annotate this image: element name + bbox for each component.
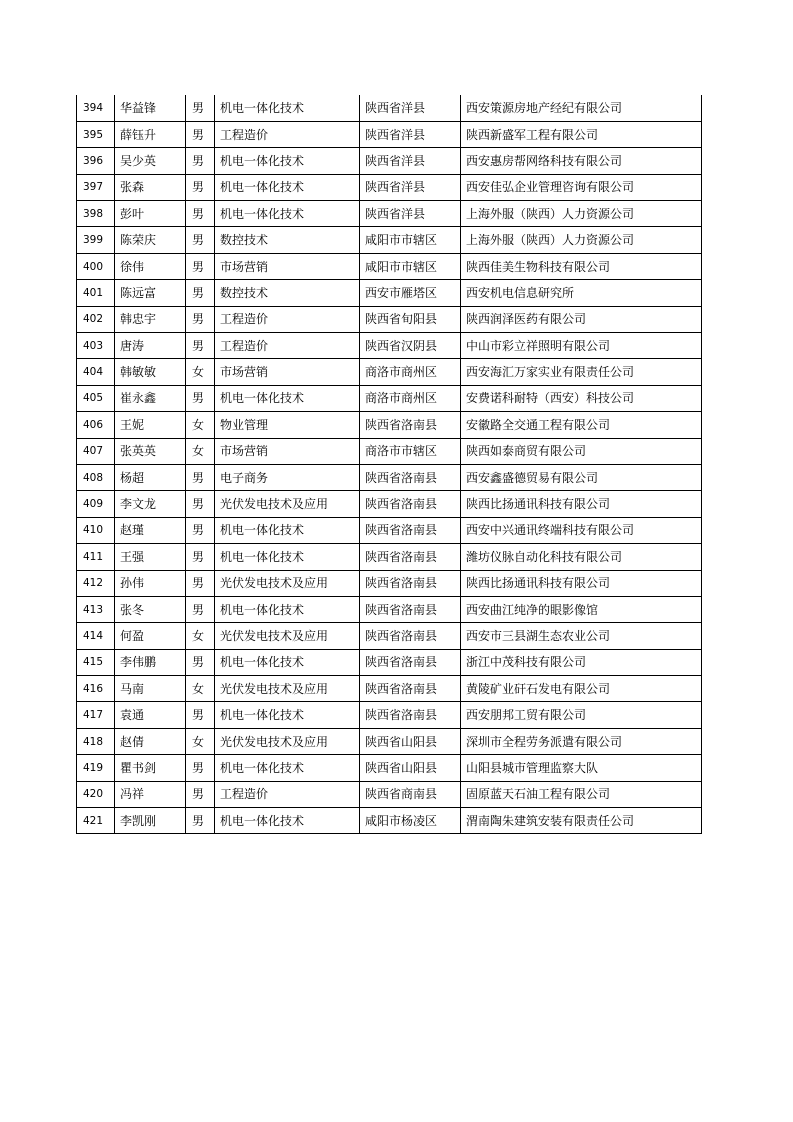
student-major: 市场营销 — [215, 359, 360, 385]
table-row — [77, 623, 702, 649]
student-name: 张森 — [115, 174, 186, 200]
student-name: 华益锋 — [115, 95, 186, 121]
student-origin: 陕西省洛南县 — [360, 596, 461, 622]
table-row — [77, 464, 702, 490]
student-employer: 西安中兴通讯终端科技有限公司 — [461, 517, 702, 543]
student-major: 工程造价 — [215, 333, 360, 359]
student-name: 孙伟 — [115, 570, 186, 596]
student-major: 机电一体化技术 — [215, 702, 360, 728]
student-employer: 固原蓝天石油工程有限公司 — [461, 781, 702, 807]
student-sex: 女 — [186, 438, 215, 464]
student-major: 机电一体化技术 — [215, 755, 360, 781]
student-origin: 陕西省洛南县 — [360, 702, 461, 728]
student-employer: 西安策源房地产经纪有限公司 — [461, 95, 702, 121]
student-sex: 男 — [186, 201, 215, 227]
student-employer: 上海外服（陕西）人力资源公司 — [461, 227, 702, 253]
student-name: 马南 — [115, 676, 186, 702]
student-origin: 陕西省商南县 — [360, 781, 461, 807]
student-origin: 陕西省山阳县 — [360, 755, 461, 781]
student-sex: 男 — [186, 121, 215, 147]
student-employer: 中山市彩立祥照明有限公司 — [461, 333, 702, 359]
student-origin: 陕西省洋县 — [360, 121, 461, 147]
student-employer: 陕西如泰商贸有限公司 — [461, 438, 702, 464]
table-row — [77, 808, 702, 834]
student-name: 袁通 — [115, 702, 186, 728]
student-major: 工程造价 — [215, 781, 360, 807]
student-name: 薛钰升 — [115, 121, 186, 147]
student-employer: 陕西比扬通讯科技有限公司 — [461, 570, 702, 596]
row-number: 419 — [77, 755, 115, 781]
student-name: 赵瑾 — [115, 517, 186, 543]
row-number: 396 — [77, 148, 115, 174]
student-origin: 陕西省洋县 — [360, 174, 461, 200]
student-sex: 男 — [186, 333, 215, 359]
student-employer: 西安海汇万家实业有限责任公司 — [461, 359, 702, 385]
row-number: 421 — [77, 808, 115, 834]
student-major: 机电一体化技术 — [215, 174, 360, 200]
table-row — [77, 676, 702, 702]
student-major: 机电一体化技术 — [215, 201, 360, 227]
student-major: 光伏发电技术及应用 — [215, 623, 360, 649]
table-row — [77, 728, 702, 754]
student-employer: 西安曲江纯净的眼影像馆 — [461, 596, 702, 622]
table-row — [77, 253, 702, 279]
student-sex: 男 — [186, 544, 215, 570]
student-origin: 商洛市商州区 — [360, 385, 461, 411]
student-origin: 陕西省洛南县 — [360, 517, 461, 543]
student-employer: 渭南陶朱建筑安装有限责任公司 — [461, 808, 702, 834]
student-name: 张冬 — [115, 596, 186, 622]
row-number: 398 — [77, 201, 115, 227]
student-employer: 深圳市全程劳务派遣有限公司 — [461, 728, 702, 754]
row-number: 409 — [77, 491, 115, 517]
table-row — [77, 781, 702, 807]
student-sex: 男 — [186, 253, 215, 279]
row-number: 400 — [77, 253, 115, 279]
student-origin: 西安市雁塔区 — [360, 280, 461, 306]
student-employer: 安费诺科耐特（西安）科技公司 — [461, 385, 702, 411]
student-major: 市场营销 — [215, 438, 360, 464]
student-employer: 西安鑫盛德贸易有限公司 — [461, 464, 702, 490]
student-major: 光伏发电技术及应用 — [215, 728, 360, 754]
table-row — [77, 148, 702, 174]
row-number: 405 — [77, 385, 115, 411]
table-row — [77, 755, 702, 781]
student-origin: 陕西省洋县 — [360, 148, 461, 174]
table-row — [77, 702, 702, 728]
student-origin: 陕西省汉阴县 — [360, 333, 461, 359]
student-origin: 咸阳市市辖区 — [360, 253, 461, 279]
student-major: 工程造价 — [215, 121, 360, 147]
student-name: 李凯刚 — [115, 808, 186, 834]
student-sex: 男 — [186, 174, 215, 200]
student-major: 数控技术 — [215, 280, 360, 306]
student-major: 工程造价 — [215, 306, 360, 332]
table-row — [77, 174, 702, 200]
student-employer: 西安佳弘企业管理咨询有限公司 — [461, 174, 702, 200]
row-number: 415 — [77, 649, 115, 675]
student-origin: 陕西省洛南县 — [360, 412, 461, 438]
graduate-roster-table — [76, 95, 702, 834]
row-number: 414 — [77, 623, 115, 649]
student-employer: 黄陵矿业矸石发电有限公司 — [461, 676, 702, 702]
student-origin: 商洛市商州区 — [360, 359, 461, 385]
student-major: 机电一体化技术 — [215, 596, 360, 622]
row-number: 404 — [77, 359, 115, 385]
student-sex: 男 — [186, 306, 215, 332]
student-origin: 陕西省洛南县 — [360, 464, 461, 490]
row-number: 418 — [77, 728, 115, 754]
student-sex: 男 — [186, 517, 215, 543]
row-number: 401 — [77, 280, 115, 306]
student-major: 光伏发电技术及应用 — [215, 491, 360, 517]
table-row — [77, 227, 702, 253]
row-number: 407 — [77, 438, 115, 464]
student-name: 赵倩 — [115, 728, 186, 754]
student-origin: 陕西省山阳县 — [360, 728, 461, 754]
student-major: 机电一体化技术 — [215, 148, 360, 174]
student-origin: 陕西省洛南县 — [360, 544, 461, 570]
student-name: 徐伟 — [115, 253, 186, 279]
student-sex: 男 — [186, 464, 215, 490]
row-number: 412 — [77, 570, 115, 596]
table-row — [77, 121, 702, 147]
table-row — [77, 95, 702, 121]
table-row — [77, 201, 702, 227]
student-name: 韩敏敏 — [115, 359, 186, 385]
student-sex: 男 — [186, 596, 215, 622]
row-number: 394 — [77, 95, 115, 121]
student-name: 王强 — [115, 544, 186, 570]
student-name: 张英英 — [115, 438, 186, 464]
student-sex: 男 — [186, 808, 215, 834]
student-sex: 男 — [186, 649, 215, 675]
student-major: 机电一体化技术 — [215, 385, 360, 411]
student-employer: 西安市三县湖生态农业公司 — [461, 623, 702, 649]
row-number: 406 — [77, 412, 115, 438]
student-name: 杨超 — [115, 464, 186, 490]
table-row — [77, 544, 702, 570]
student-sex: 女 — [186, 728, 215, 754]
student-employer: 陕西佳美生物科技有限公司 — [461, 253, 702, 279]
student-name: 韩忠宇 — [115, 306, 186, 332]
student-sex: 男 — [186, 280, 215, 306]
table-row — [77, 570, 702, 596]
table-row — [77, 359, 702, 385]
row-number: 411 — [77, 544, 115, 570]
student-origin: 陕西省洋县 — [360, 95, 461, 121]
student-employer: 浙江中茂科技有限公司 — [461, 649, 702, 675]
row-number: 420 — [77, 781, 115, 807]
student-sex: 女 — [186, 623, 215, 649]
student-origin: 陕西省洋县 — [360, 201, 461, 227]
row-number: 408 — [77, 464, 115, 490]
student-origin: 陕西省洛南县 — [360, 623, 461, 649]
student-major: 数控技术 — [215, 227, 360, 253]
student-name: 崔永鑫 — [115, 385, 186, 411]
student-name: 冯祥 — [115, 781, 186, 807]
student-employer: 陕西新盛军工程有限公司 — [461, 121, 702, 147]
student-origin: 陕西省洛南县 — [360, 570, 461, 596]
student-major: 光伏发电技术及应用 — [215, 676, 360, 702]
student-name: 唐涛 — [115, 333, 186, 359]
row-number: 417 — [77, 702, 115, 728]
student-employer: 陕西比扬通讯科技有限公司 — [461, 491, 702, 517]
table-row — [77, 385, 702, 411]
table-row — [77, 412, 702, 438]
student-sex: 女 — [186, 359, 215, 385]
row-number: 416 — [77, 676, 115, 702]
table-row — [77, 649, 702, 675]
row-number: 397 — [77, 174, 115, 200]
student-employer: 山阳县城市管理监察大队 — [461, 755, 702, 781]
student-sex: 男 — [186, 148, 215, 174]
student-employer: 西安机电信息研究所 — [461, 280, 702, 306]
student-name: 彭叶 — [115, 201, 186, 227]
row-number: 395 — [77, 121, 115, 147]
student-major: 电子商务 — [215, 464, 360, 490]
student-sex: 男 — [186, 227, 215, 253]
row-number: 402 — [77, 306, 115, 332]
student-origin: 商洛市市辖区 — [360, 438, 461, 464]
student-origin: 陕西省洛南县 — [360, 676, 461, 702]
student-sex: 男 — [186, 755, 215, 781]
student-employer: 潍坊仪脉自动化科技有限公司 — [461, 544, 702, 570]
student-sex: 女 — [186, 412, 215, 438]
student-origin: 咸阳市市辖区 — [360, 227, 461, 253]
table-row — [77, 491, 702, 517]
table-row — [77, 333, 702, 359]
student-name: 李伟鹏 — [115, 649, 186, 675]
table-row — [77, 517, 702, 543]
table-row — [77, 596, 702, 622]
student-origin: 陕西省旬阳县 — [360, 306, 461, 332]
student-employer: 安徽路全交通工程有限公司 — [461, 412, 702, 438]
student-origin: 陕西省洛南县 — [360, 491, 461, 517]
student-major: 机电一体化技术 — [215, 95, 360, 121]
table-row — [77, 280, 702, 306]
student-major: 物业管理 — [215, 412, 360, 438]
student-sex: 男 — [186, 385, 215, 411]
student-name: 何盈 — [115, 623, 186, 649]
student-name: 王妮 — [115, 412, 186, 438]
student-origin: 咸阳市杨凌区 — [360, 808, 461, 834]
student-employer: 上海外服（陕西）人力资源公司 — [461, 201, 702, 227]
row-number: 410 — [77, 517, 115, 543]
student-employer: 西安惠房帮网络科技有限公司 — [461, 148, 702, 174]
student-major: 机电一体化技术 — [215, 649, 360, 675]
student-sex: 男 — [186, 781, 215, 807]
student-major: 机电一体化技术 — [215, 544, 360, 570]
table-row — [77, 438, 702, 464]
row-number: 403 — [77, 333, 115, 359]
student-name: 陈远富 — [115, 280, 186, 306]
table-row — [77, 306, 702, 332]
student-name: 吴少英 — [115, 148, 186, 174]
student-sex: 女 — [186, 676, 215, 702]
student-major: 机电一体化技术 — [215, 517, 360, 543]
student-major: 市场营销 — [215, 253, 360, 279]
student-employer: 西安朋邦工贸有限公司 — [461, 702, 702, 728]
student-major: 机电一体化技术 — [215, 808, 360, 834]
student-name: 李文龙 — [115, 491, 186, 517]
student-sex: 男 — [186, 702, 215, 728]
student-sex: 男 — [186, 95, 215, 121]
student-major: 光伏发电技术及应用 — [215, 570, 360, 596]
row-number: 399 — [77, 227, 115, 253]
student-sex: 男 — [186, 570, 215, 596]
student-sex: 男 — [186, 491, 215, 517]
student-name: 陈荣庆 — [115, 227, 186, 253]
roster-body — [77, 95, 702, 834]
row-number: 413 — [77, 596, 115, 622]
student-origin: 陕西省洛南县 — [360, 649, 461, 675]
student-name: 瞿书剑 — [115, 755, 186, 781]
student-employer: 陕西润泽医药有限公司 — [461, 306, 702, 332]
